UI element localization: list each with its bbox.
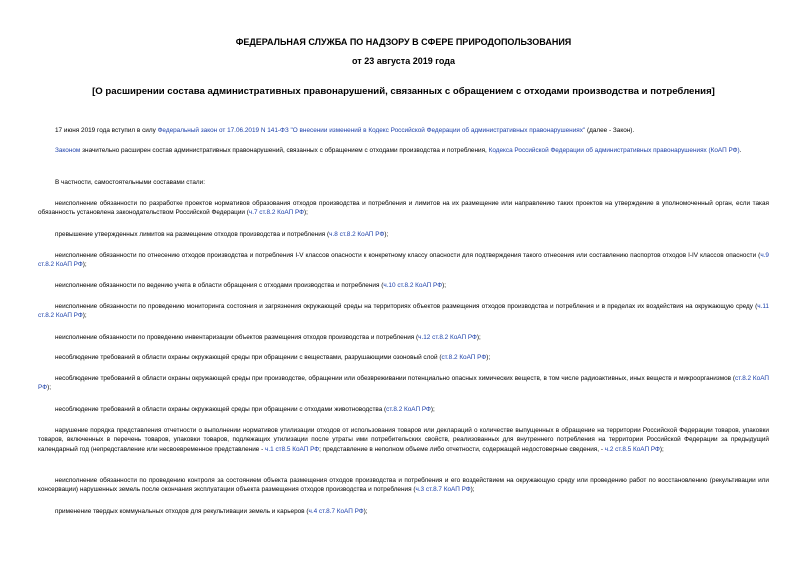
law-141-fz-link[interactable]: Федеральный закон от 17.06.2019 N 141-ФЗ "О внесении изменений в Кодекс Российской Федерации об административных правонарушениях" [157,127,586,134]
scope-paragraph [38,146,769,155]
koap-article-link[interactable]: ч.11 ст.8.2 КоАП РФ [38,303,769,320]
list-item [38,251,769,270]
list-item [38,426,769,454]
koap-article-link[interactable]: ч.1 ст8.5 КоАП РФ [265,445,320,453]
item-end: ); [47,384,51,392]
item-text: неисполнение обязанности по ведению учета в области обращения с отходами производства и потребления ( [55,282,384,289]
item-end: ); [82,312,87,320]
item-text: превышение утвержденных лимитов на размещение отходов производства и потребления ( [55,231,330,238]
item-mid: ; представление в неполном объеме либо отчетности, содержащей недостоверные сведения, - [319,445,605,453]
list-intro: В частности, самостоятельными составами стали: [55,179,205,186]
list-item [38,476,769,495]
item-text: неисполнение обязанности по проведению инвентаризации объектов размещения отходов производства и потребления ( [55,334,419,341]
item-end: ); [470,486,475,494]
koap-article-link[interactable]: ч.10 ст.8.2 КоАП РФ [383,282,443,289]
scope-text: значительно расширен состав административных правонарушений, связанных с обращением с отходами производства и потребления, [80,147,489,154]
item-end: ); [659,445,664,453]
scope-end: . [739,147,742,154]
item-end: ); [384,231,389,238]
item-end: ); [82,261,87,269]
koap-article-link[interactable]: ч.4 ст.8.7 КоАП РФ [308,508,364,515]
item-end: ); [304,209,308,217]
item-end: ); [442,282,446,289]
koap-link[interactable]: Кодекса Российской Федерации об административных правонарушениях (КоАП РФ) [488,147,740,154]
list-item [38,199,769,218]
document-date: от 23 августа 2019 года [352,56,455,66]
list-item [38,230,769,239]
koap-article-link[interactable]: ч.3 ст.8.7 КоАП РФ [415,486,471,494]
koap-article-link[interactable]: ст.8.2 КоАП РФ [441,354,487,361]
list-item [38,353,769,362]
item-text: применение твердых коммунальных отходов для рекультивации земель и карьеров ( [55,508,309,515]
list-item [38,374,769,393]
item-text: неисполнение обязанности по разработке проектов нормативов образования отходов производства и потребления и лимитов на их размещение или направлению таких проектов на утверждение в уполномоченный орган, если такая обязанность установлена законодательством Российской Федерации ( [38,200,769,217]
list-item [38,507,769,516]
koap-article-link[interactable]: ч.8 ст.8.2 КоАП РФ [329,231,385,238]
koap-article-link-2[interactable]: ч.2 ст.8.5 КоАП РФ [604,445,660,453]
agency-title: ФЕДЕРАЛЬНАЯ СЛУЖБА ПО НАДЗОРУ В СФЕРЕ ПРИРОДОПОЛЬЗОВАНИЯ [235,37,572,47]
item-text: несоблюдение требований в области охраны окружающей среды при обращении с веществами, разрушающими озоновый слой ( [55,354,442,361]
koap-article-link[interactable]: ст.8.2 КоАП РФ [38,375,769,392]
list-item [38,302,769,321]
intro-paragraph [38,126,769,135]
item-text: несоблюдение требований в области охраны окружающей среды при производстве, обращении или обезвреживании потенциально опасных химических веществ, в том числе радиоактивных, иных веществ и микроорганизмов ( [55,375,736,382]
list-item [38,281,769,290]
item-end: ); [363,508,368,515]
list-item [38,333,769,342]
koap-article-link[interactable]: ч.9 ст.8.2 КоАП РФ [38,252,769,269]
item-end: ); [430,406,435,413]
koap-article-link[interactable]: ст.8.2 КоАП РФ [386,406,431,413]
item-text: нарушение порядка представления отчетности о выполнении нормативов утилизации отходов от использования товаров или деклараций о количестве выпущенных в обращение на территории Российской Федерации товаров, упаковки товаров, включенных в перечень товаров, упаковки товаров, подлежащих утилизации после утраты ими потребительских свойств, реализованных для внутреннего потребления на территории Российской Федерации за предыдущий календарный год (непредставление или несвоевременное представление - [38,427,769,453]
law-reference-link[interactable]: Законом [55,147,81,154]
koap-article-link[interactable]: ч.7 ст.8.2 КоАП РФ [248,209,305,217]
item-end: ); [486,354,491,361]
intro-suffix: (далее - Закон). [585,127,635,134]
item-end: ); [476,334,481,341]
item-text: несоблюдение требований в области охраны окружающей среды при обращении с отходами животноводства ( [55,406,387,413]
item-text: неисполнение обязанности по проведению мониторинга состояния и загрязнения окружающей среды на территориях объектов размещения отходов производства и потребления и в пределах их воздействия на окружающую среду ( [55,303,758,310]
document-subject: [О расширении состава административных правонарушений, связанных с обращением с отходами производства и потребления] [92,86,715,97]
intro-text: 17 июня 2019 года вступил в силу [55,127,158,134]
list-item [38,405,769,414]
item-text: неисполнение обязанности по проведению контроля за состоянием объекта размещения отходов производства и потребления и его воздействием на окружающую среду или проведению работ по восстановлению (рекультивации или консервации) нарушенных земель после окончания эксплуатации объекта размещения отходов производства и потребления ( [38,477,769,494]
item-text: неисполнение обязанности по отнесению отходов производства и потребления I-V классов опасности к конкретному классу опасности для подтверждения такого отнесения или составлению паспортов отходов I-IV классов опасности ( [55,252,761,259]
koap-article-link[interactable]: ч.12 ст.8.2 КоАП РФ [418,334,477,341]
